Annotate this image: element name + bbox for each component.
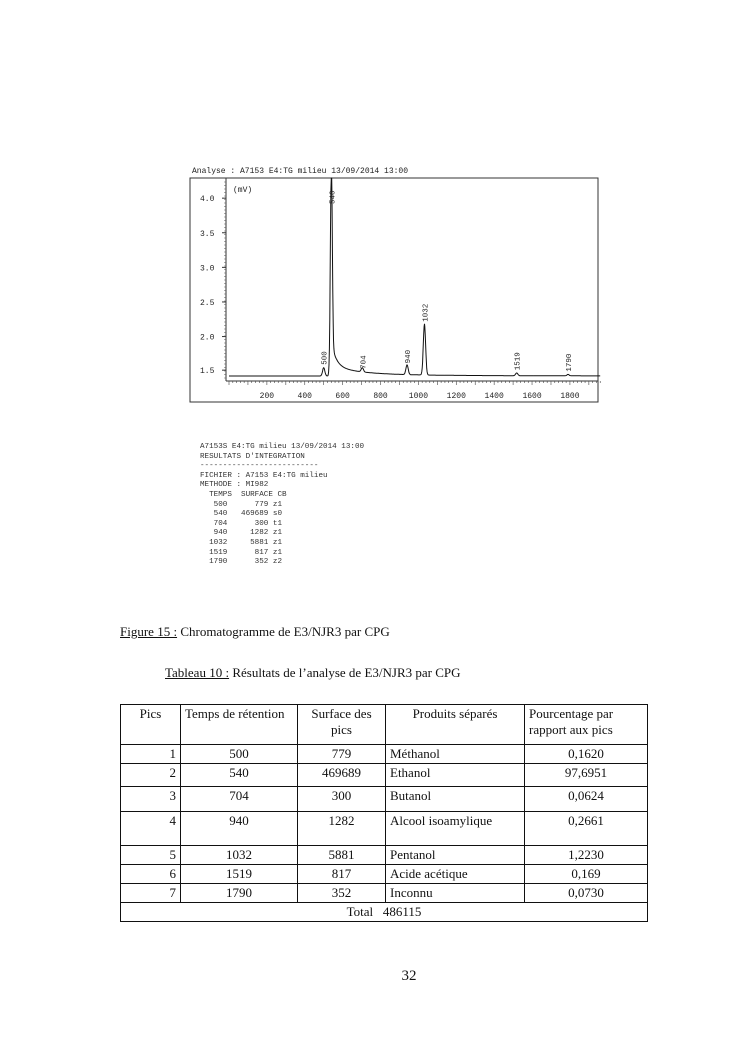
chromatogram-chart bbox=[185, 176, 605, 408]
pic-number: 5 bbox=[121, 846, 181, 865]
x-tick-label: 1400 bbox=[484, 392, 504, 401]
figure-caption bbox=[120, 624, 390, 640]
product-name: Butanol bbox=[386, 787, 525, 812]
peak-label: 940 bbox=[405, 349, 414, 364]
integration-line: 1519 817 z1 bbox=[200, 548, 283, 557]
y-tick-label: 3.5 bbox=[200, 229, 215, 239]
product-name: Pentanol bbox=[386, 846, 525, 865]
chart-frame bbox=[190, 178, 598, 402]
integration-line: TEMPS SURFACE CB bbox=[200, 490, 287, 499]
peak-label: 1790 bbox=[566, 353, 575, 372]
table-caption bbox=[165, 665, 461, 681]
percentage: 0,0624 bbox=[525, 787, 648, 812]
table-row bbox=[121, 884, 648, 903]
pic-number: 6 bbox=[121, 865, 181, 884]
integration-line: 1790 352 z2 bbox=[200, 558, 283, 567]
table-row bbox=[121, 812, 648, 846]
peak-label: 1032 bbox=[422, 303, 431, 322]
x-tick-label: 600 bbox=[335, 392, 350, 401]
table-row bbox=[121, 745, 648, 764]
peak-area: 1282 bbox=[298, 812, 386, 846]
total-cell: Total 486115 bbox=[121, 903, 648, 922]
percentage: 0,1620 bbox=[525, 745, 648, 764]
table-row bbox=[121, 787, 648, 812]
results-table bbox=[120, 704, 648, 922]
product-name: Inconnu bbox=[386, 884, 525, 903]
header-surface: Surface des pics bbox=[298, 705, 386, 745]
percentage: 0,2661 bbox=[525, 812, 648, 846]
product-name: Acide acétique bbox=[386, 865, 525, 884]
x-tick-label: 200 bbox=[259, 392, 275, 401]
peak-area: 300 bbox=[298, 787, 386, 812]
integration-line: FICHIER : A7153 E4:TG milieu bbox=[200, 471, 328, 480]
retention-time: 1790 bbox=[181, 884, 298, 903]
pic-number: 4 bbox=[121, 812, 181, 846]
y-tick-label: 2.0 bbox=[200, 333, 215, 343]
pic-number: 3 bbox=[121, 787, 181, 812]
peak-label: 500 bbox=[321, 351, 330, 365]
product-name: Ethanol bbox=[386, 764, 525, 787]
retention-time: 1519 bbox=[181, 865, 298, 884]
retention-time: 500 bbox=[181, 745, 298, 764]
x-tick-label: 800 bbox=[373, 392, 388, 401]
x-tick-label: 1200 bbox=[446, 392, 466, 401]
retention-time: 940 bbox=[181, 812, 298, 846]
percentage: 1,2230 bbox=[525, 846, 648, 865]
page-number: 32 bbox=[401, 968, 417, 984]
peak-area: 5881 bbox=[298, 846, 386, 865]
retention-time: 704 bbox=[181, 787, 298, 812]
peak-area: 779 bbox=[298, 745, 386, 764]
table-row bbox=[121, 764, 648, 787]
peak-area: 817 bbox=[298, 865, 386, 884]
pic-number: 7 bbox=[121, 884, 181, 903]
y-unit-label: (mV) bbox=[233, 186, 253, 195]
header-temps: Temps de rétention bbox=[181, 705, 298, 745]
peak-area: 352 bbox=[298, 884, 386, 903]
table-caption-text: Résultats de l’analyse de E3/NJR3 par CPG bbox=[229, 665, 461, 680]
table-row bbox=[121, 846, 648, 865]
peak-label: 1519 bbox=[514, 352, 523, 371]
x-tick-label: 1000 bbox=[408, 392, 429, 401]
integration-line: 704 300 t1 bbox=[200, 519, 283, 528]
chromatogram-header: Analyse : A7153 E4:TG milieu 13/09/2014 13:00 bbox=[192, 167, 409, 176]
integration-results bbox=[200, 443, 364, 568]
integration-line: -------------------------- bbox=[200, 462, 319, 471]
x-tick-label: 1600 bbox=[522, 392, 542, 401]
percentage: 0,0730 bbox=[525, 884, 648, 903]
pic-number: 1 bbox=[121, 745, 181, 764]
header-pics: Pics bbox=[121, 705, 181, 745]
integration-line: 500 779 z1 bbox=[200, 500, 283, 509]
header-produits: Produits séparés bbox=[386, 705, 525, 745]
retention-time: 540 bbox=[181, 764, 298, 787]
pic-number: 2 bbox=[121, 764, 181, 787]
retention-time: 1032 bbox=[181, 846, 298, 865]
integration-line: 940 1282 z1 bbox=[200, 529, 283, 538]
x-tick-label: 1800 bbox=[560, 392, 580, 401]
product-name: Méthanol bbox=[386, 745, 525, 764]
chromatogram-trace bbox=[229, 178, 600, 376]
peak-label: 704 bbox=[360, 355, 369, 369]
table-label: Tableau 10 : bbox=[165, 665, 230, 680]
integration-line: 540 469689 s0 bbox=[200, 510, 283, 519]
y-tick-label: 2.5 bbox=[200, 298, 215, 308]
y-tick-label: 3.0 bbox=[200, 264, 215, 274]
y-tick-label: 4.0 bbox=[200, 195, 215, 205]
header-pourcentage: Pourcentage par rapport aux pics bbox=[525, 705, 648, 745]
peak-area: 469689 bbox=[298, 764, 386, 787]
peak-label: 540 bbox=[329, 190, 338, 204]
integration-line: RESULTATS D'INTEGRATION bbox=[200, 452, 305, 461]
figure-caption-text: Chromatogramme de E3/NJR3 par CPG bbox=[177, 624, 390, 639]
x-tick-label: 400 bbox=[297, 392, 312, 401]
y-tick-label: 1.5 bbox=[200, 367, 215, 377]
table-row bbox=[121, 865, 648, 884]
integration-line: 1032 5881 z1 bbox=[200, 538, 283, 547]
percentage: 0,169 bbox=[525, 865, 648, 884]
percentage: 97,6951 bbox=[525, 764, 648, 787]
integration-line: A7153S E4:TG milieu 13/09/2014 13:00 bbox=[200, 443, 365, 451]
integration-line: METHODE : MI982 bbox=[200, 481, 269, 490]
table-total-row bbox=[121, 903, 648, 922]
product-name: Alcool isoamylique bbox=[386, 812, 525, 846]
table-header-row bbox=[121, 705, 648, 745]
figure-label: Figure 15 : bbox=[120, 624, 178, 639]
